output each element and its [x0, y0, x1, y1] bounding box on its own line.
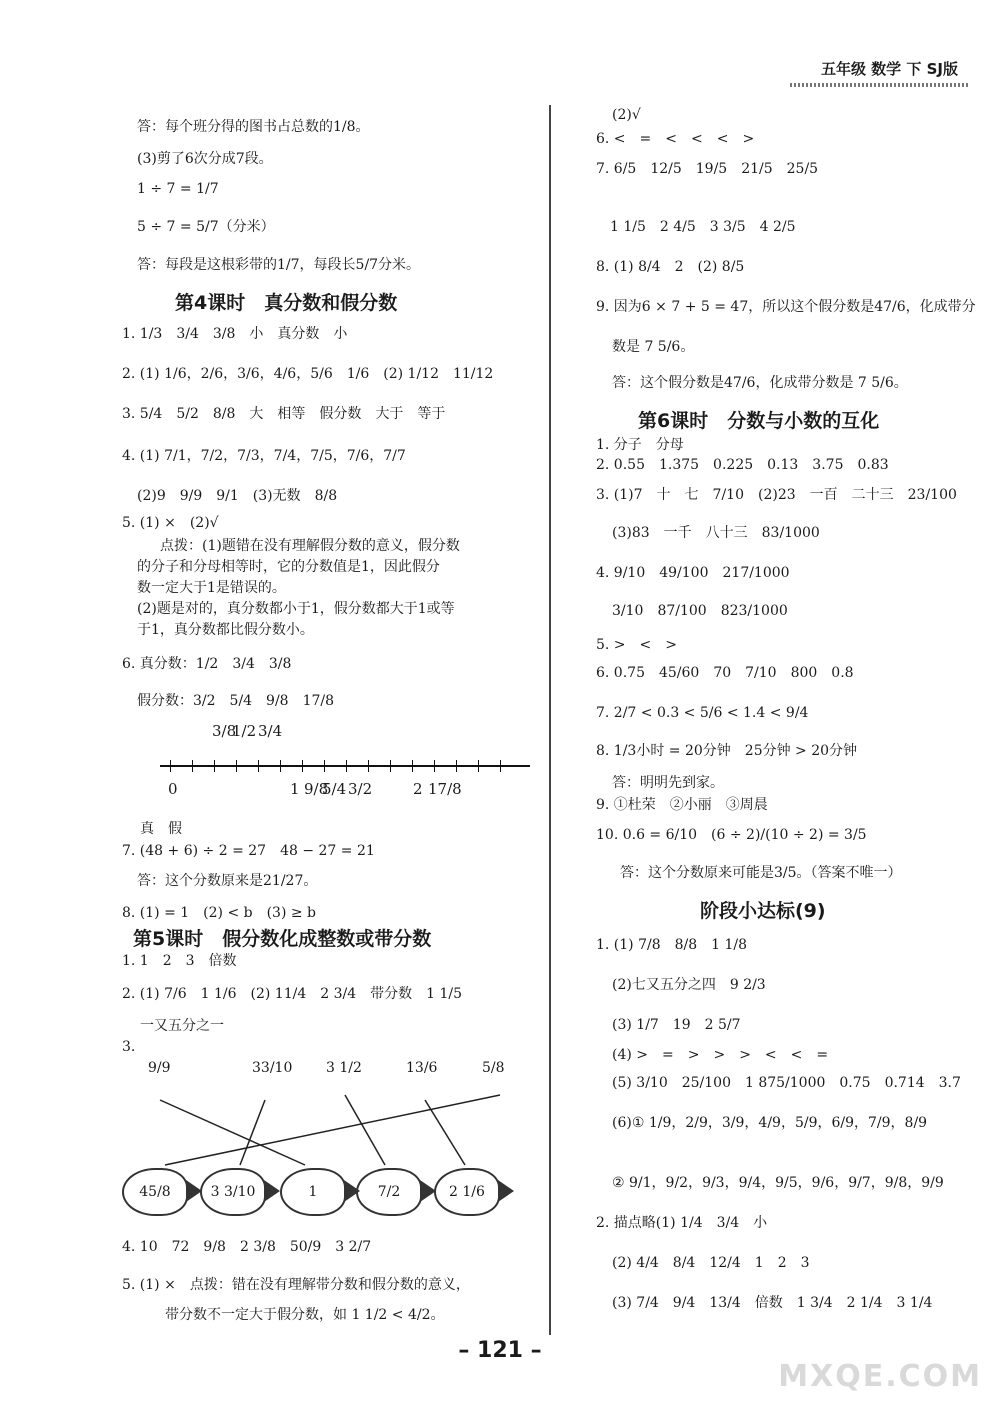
- fish-card: 3 3/10: [200, 1168, 266, 1216]
- lesson6-title: 第6课时 分数与小数的互化: [638, 410, 880, 432]
- answer-line: 1. 1/3 3/4 3/8 小 真分数 小: [122, 326, 348, 342]
- answer-line: 答：每段是这根彩带的1/7，每段长5/7分米。: [137, 257, 421, 273]
- answer-line: 答：这个假分数是47/6，化成带分数是 7 5/6。: [612, 375, 908, 391]
- hint-line: 于1，真分数都比假分数小。: [137, 622, 314, 638]
- answer-line: (3)83 一千 八十三 83/1000: [612, 525, 820, 541]
- answer-line: 带分数不一定大于假分数，如 1 1/2 < 4/2。: [165, 1307, 445, 1323]
- answer-line: 7. 2/7 < 0.3 < 5/6 < 1.4 < 9/4: [596, 705, 809, 721]
- answer-line: 4. (1) 7/1，7/2，7/3，7/4，7/5，7/6，7/7: [122, 448, 406, 464]
- answer-line: 一又五分之一: [140, 1018, 224, 1034]
- lesson5-title: 第5课时 假分数化成整数或带分数: [133, 928, 432, 950]
- answer-line: (2)√: [612, 107, 641, 123]
- answer-line: 4. 10 72 9/8 2 3/8 50/9 3 2/7: [122, 1239, 372, 1255]
- answer-line: 2. 0.55 1.375 0.225 0.13 3.75 0.83: [596, 457, 889, 473]
- answer-line: 5. (1) × (2)√: [122, 515, 219, 531]
- answer-line: 5. > < >: [596, 637, 677, 653]
- number-line-bottom-label: 17/8: [428, 780, 462, 798]
- page-number: – 121 –: [458, 1338, 542, 1363]
- answer-line: 10. 0.6 = 6/10 (6 ÷ 2)/(10 ÷ 2) = 3/5: [596, 827, 867, 843]
- answer-line: 真 假: [140, 821, 182, 837]
- answer-line: (2)9 9/9 9/1 (3)无数 8/8: [137, 488, 338, 504]
- answer-line: 3. (1)7 十 七 7/10 (2)23 一百 二十三 23/100: [596, 487, 957, 503]
- answer-line: 4. 9/10 49/100 217/1000: [596, 565, 790, 581]
- answer-line: 1. 1 2 3 倍数: [122, 953, 237, 969]
- fish-card: 45/8: [122, 1168, 188, 1216]
- answer-line: (2)七又五分之四 9 2/3: [612, 977, 766, 993]
- number-line-top-label: 3/8: [212, 722, 237, 740]
- answer-line: 9. 因为6 × 7 + 5 = 47，所以这个假分数是47/6，化成带分: [596, 299, 976, 315]
- number-line-bottom-label: 3/2: [348, 780, 373, 798]
- answer-line: (3) 1/7 19 2 5/7: [612, 1017, 741, 1033]
- answer-line: (3) 7/4 9/4 13/4 倍数 1 3/4 2 1/4 3 1/4: [612, 1295, 933, 1311]
- answer-line: 数是 7 5/6。: [612, 339, 695, 355]
- answer-line: 5. (1) × 点拨：错在没有理解带分数和假分数的意义，: [122, 1277, 470, 1293]
- answer-line: (6)① 1/9，2/9，3/9，4/9，5/9，6/9，7/9，8/9: [612, 1115, 928, 1131]
- answer-line: 答：每个班分得的图书占总数的1/8。: [137, 119, 370, 135]
- answer-line: 7. 6/5 12/5 19/5 21/5 25/5: [596, 161, 819, 177]
- answer-line: 6. 0.75 45/60 70 7/10 800 0.8: [596, 665, 854, 681]
- answer-line: 3. 5/4 5/2 8/8 大 相等 假分数 大于 等于: [122, 406, 446, 422]
- number-line-bottom-label: 0: [168, 780, 178, 798]
- answer-line: 3/10 87/100 823/1000: [612, 603, 788, 619]
- answer-line: 2. 描点略(1) 1/4 3/4 小: [596, 1215, 768, 1231]
- number-line-top-label: 1/2: [232, 722, 257, 740]
- watermark: MXQE.COM: [778, 1359, 982, 1394]
- number-line-bottom-label: 5/4: [322, 780, 347, 798]
- answer-line: 3.: [122, 1039, 136, 1055]
- cat-card: 33/10: [252, 1060, 293, 1076]
- header-rule: [790, 83, 968, 87]
- answer-line: 8. 1/3小时 = 20分钟 25分钟 > 20分钟: [596, 743, 858, 759]
- answer-line: (2) 4/4 8/4 12/4 1 2 3: [612, 1255, 810, 1271]
- answer-line: 1 ÷ 7 = 1/7: [137, 181, 219, 197]
- cat-card: 13/6: [406, 1060, 438, 1076]
- matching-lines: [0, 0, 550, 1250]
- answer-line: (3)剪了6次分成7段。: [137, 151, 273, 167]
- hint-line: 数一定大于1是错误的。: [137, 580, 286, 596]
- hint-line: (2)题是对的，真分数都小于1，假分数都大于1或等: [137, 601, 455, 617]
- answer-line: 1. (1) 7/8 8/8 1 1/8: [596, 937, 748, 953]
- fish-card: 2 1/6: [434, 1168, 500, 1216]
- answer-line: 2. (1) 1/6，2/6，3/6，4/6，5/6 1/6 (2) 1/12 11/12: [122, 366, 494, 382]
- hint-line: 点拨：(1)题错在没有理解假分数的意义，假分数: [160, 538, 460, 554]
- answer-line: 6. < = < < < >: [596, 131, 755, 147]
- answer-line: 8. (1) 8/4 2 (2) 8/5: [596, 259, 745, 275]
- fish-card: 7/2: [356, 1168, 422, 1216]
- answer-line: 答：这个分数原来可能是3/5。（答案不唯一）: [620, 865, 902, 881]
- answer-line: (5) 3/10 25/100 1 875/1000 0.75 0.714 3.7: [612, 1075, 961, 1091]
- hint-line: 的分子和分母相等时，它的分数值是1，因此假分: [137, 559, 440, 575]
- answer-line: 答：这个分数原来是21/27。: [137, 873, 318, 889]
- number-line-bottom-label: 9/8: [304, 780, 329, 798]
- answer-line: 7. (48 + 6) ÷ 2 = 27 48 − 27 = 21: [122, 843, 375, 859]
- page-header: 五年级 数学 下 SJ版: [820, 60, 958, 78]
- number-line-bottom-label: 1: [290, 780, 300, 798]
- answer-line: 9. ①杜荣 ②小丽 ③周晨: [596, 797, 768, 813]
- answer-line: 2. (1) 7/6 1 1/6 (2) 11/4 2 3/4 带分数 1 1/5: [122, 986, 463, 1002]
- cat-card: 9/9: [148, 1060, 171, 1076]
- answer-line: 1. 分子 分母: [596, 437, 684, 453]
- lesson4-title: 第4课时 真分数和假分数: [175, 292, 398, 314]
- answer-line: 5 ÷ 7 = 5/7（分米）: [137, 219, 275, 235]
- cat-card: 5/8: [482, 1060, 505, 1076]
- answer-line: 6. 真分数：1/2 3/4 3/8: [122, 656, 292, 672]
- number-line-top-label: 3/4: [258, 722, 283, 740]
- answer-line: (4) > = > > > < < =: [612, 1047, 829, 1063]
- answer-line: 1 1/5 2 4/5 3 3/5 4 2/5: [610, 219, 796, 235]
- answer-line: 假分数：3/2 5/4 9/8 17/8: [137, 693, 335, 709]
- answer-line: 8. (1) = 1 (2) < b (3) ≥ b: [122, 905, 317, 921]
- cat-card: 3 1/2: [326, 1060, 362, 1076]
- fish-card: 1: [280, 1168, 346, 1216]
- number-line-bottom-label: 2: [413, 780, 423, 798]
- answer-line: ② 9/1，9/2，9/3，9/4，9/5，9/6，9/7，9/8，9/9: [612, 1175, 944, 1191]
- answer-line: 答：明明先到家。: [612, 775, 724, 791]
- stage-title: 阶段小达标(9): [700, 900, 826, 922]
